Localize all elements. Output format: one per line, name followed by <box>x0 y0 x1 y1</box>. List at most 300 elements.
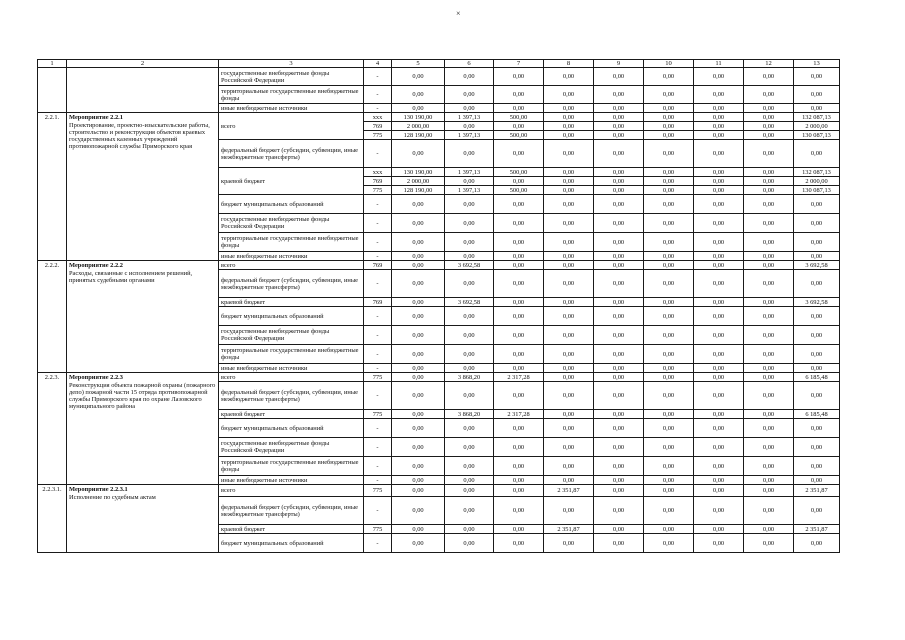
amount-cell: 0,00 <box>694 195 744 214</box>
budget-code: 775 <box>364 485 392 497</box>
column-number-header: 8 <box>544 60 594 68</box>
amount-cell: 0,00 <box>694 382 744 410</box>
amount-cell: 0,00 <box>644 270 694 298</box>
amount-cell: 0,00 <box>392 307 445 326</box>
funding-source: бюджет муниципальных образований <box>219 307 364 326</box>
amount-cell: 0,00 <box>644 497 694 525</box>
amount-cell: 0,00 <box>744 233 794 252</box>
amount-cell: 0,00 <box>744 252 794 261</box>
amount-cell: 0,00 <box>594 261 644 270</box>
amount-cell: 0,00 <box>544 457 594 476</box>
budget-code: - <box>364 364 392 373</box>
measure-number: 2.2.3.1. <box>38 485 67 553</box>
amount-cell: 0,00 <box>494 252 544 261</box>
amount-cell: 0,00 <box>694 261 744 270</box>
amount-cell: 0,00 <box>594 140 644 168</box>
amount-cell: 0,00 <box>794 307 840 326</box>
amount-cell: 0,00 <box>644 373 694 382</box>
amount-cell: 0,00 <box>594 457 644 476</box>
amount-cell: 0,00 <box>392 419 445 438</box>
amount-cell: 0,00 <box>694 113 744 122</box>
amount-cell: 0,00 <box>494 485 544 497</box>
amount-cell: 0,00 <box>644 86 694 104</box>
amount-cell: 2 351,87 <box>544 485 594 497</box>
amount-cell: 0,00 <box>644 252 694 261</box>
amount-cell: 0,00 <box>544 195 594 214</box>
measure-description <box>67 373 219 485</box>
amount-cell: 0,00 <box>644 326 694 345</box>
funding-source: бюджет муниципальных образований <box>219 419 364 438</box>
amount-cell: 2 000,00 <box>794 122 840 131</box>
amount-cell: 0,00 <box>494 104 544 113</box>
amount-cell: 0,00 <box>694 104 744 113</box>
amount-cell: 3 692,58 <box>794 261 840 270</box>
amount-cell: 3 692,58 <box>445 298 494 307</box>
amount-cell: 0,00 <box>694 68 744 86</box>
amount-cell: 0,00 <box>744 438 794 457</box>
amount-cell: 0,00 <box>694 419 744 438</box>
budget-code: - <box>364 438 392 457</box>
table-row <box>38 373 840 382</box>
amount-cell: 0,00 <box>544 233 594 252</box>
amount-cell: 0,00 <box>744 364 794 373</box>
amount-cell: 0,00 <box>392 497 445 525</box>
measure-description <box>67 68 219 113</box>
amount-cell: 0,00 <box>544 104 594 113</box>
amount-cell: 0,00 <box>744 307 794 326</box>
amount-cell: 0,00 <box>494 534 544 553</box>
amount-cell: 0,00 <box>644 177 694 186</box>
amount-cell: 0,00 <box>594 252 644 261</box>
amount-cell: 0,00 <box>744 373 794 382</box>
budget-code: 775 <box>364 410 392 419</box>
amount-cell: 0,00 <box>794 270 840 298</box>
amount-cell: 0,00 <box>694 534 744 553</box>
budget-code: - <box>364 476 392 485</box>
amount-cell: 0,00 <box>644 485 694 497</box>
amount-cell: 0,00 <box>392 438 445 457</box>
budget-code: - <box>364 497 392 525</box>
amount-cell: 0,00 <box>594 131 644 140</box>
amount-cell: 0,00 <box>544 364 594 373</box>
amount-cell: 0,00 <box>445 457 494 476</box>
amount-cell: 0,00 <box>594 485 644 497</box>
table-row <box>38 113 840 122</box>
amount-cell: 0,00 <box>694 345 744 364</box>
amount-cell: 0,00 <box>544 168 594 177</box>
budget-code: - <box>364 419 392 438</box>
amount-cell: 0,00 <box>544 373 594 382</box>
funding-source: всего <box>219 373 364 382</box>
amount-cell: 0,00 <box>644 122 694 131</box>
amount-cell: 0,00 <box>445 68 494 86</box>
amount-cell: 0,00 <box>744 113 794 122</box>
budget-code: - <box>364 382 392 410</box>
amount-cell: 0,00 <box>594 195 644 214</box>
amount-cell: 0,00 <box>445 252 494 261</box>
amount-cell: 0,00 <box>694 270 744 298</box>
amount-cell: 3 868,20 <box>445 410 494 419</box>
amount-cell: 130 087,13 <box>794 186 840 195</box>
amount-cell: 0,00 <box>544 68 594 86</box>
amount-cell: 0,00 <box>644 382 694 410</box>
amount-cell: 0,00 <box>744 270 794 298</box>
budget-code: - <box>364 534 392 553</box>
funding-source: иные внебюджетные источники <box>219 476 364 485</box>
amount-cell: 0,00 <box>644 364 694 373</box>
amount-cell: 0,00 <box>392 382 445 410</box>
budget-code: - <box>364 345 392 364</box>
amount-cell: 0,00 <box>644 298 694 307</box>
amount-cell: 0,00 <box>594 438 644 457</box>
amount-cell: 0,00 <box>392 476 445 485</box>
amount-cell: 0,00 <box>494 382 544 410</box>
amount-cell: 0,00 <box>494 86 544 104</box>
amount-cell: 0,00 <box>392 364 445 373</box>
amount-cell: 0,00 <box>392 140 445 168</box>
column-number-header: 13 <box>794 60 840 68</box>
table-row <box>38 68 840 86</box>
amount-cell: 0,00 <box>794 214 840 233</box>
amount-cell: 0,00 <box>544 476 594 485</box>
funding-source: всего <box>219 261 364 270</box>
column-number-header: 3 <box>219 60 364 68</box>
funding-source: всего <box>219 485 364 497</box>
amount-cell: 0,00 <box>544 113 594 122</box>
amount-cell: 0,00 <box>594 419 644 438</box>
amount-cell: 0,00 <box>644 233 694 252</box>
budget-code: ххх <box>364 113 392 122</box>
amount-cell: 0,00 <box>494 233 544 252</box>
amount-cell: 0,00 <box>694 410 744 419</box>
amount-cell: 0,00 <box>544 186 594 195</box>
column-number-header: 10 <box>644 60 694 68</box>
amount-cell: 1 397,13 <box>445 168 494 177</box>
amount-cell: 0,00 <box>445 140 494 168</box>
funding-source: федеральный бюджет (субсидии, субвенции, иные межбюджетные трансферты) <box>219 382 364 410</box>
page-mark: × <box>456 9 461 18</box>
amount-cell: 0,00 <box>392 104 445 113</box>
amount-cell: 500,00 <box>494 131 544 140</box>
amount-cell: 0,00 <box>694 525 744 534</box>
amount-cell: 0,00 <box>594 104 644 113</box>
amount-cell: 0,00 <box>594 86 644 104</box>
amount-cell: 0,00 <box>794 457 840 476</box>
budget-code: - <box>364 104 392 113</box>
column-number-header: 9 <box>594 60 644 68</box>
amount-cell: 0,00 <box>794 364 840 373</box>
amount-cell: 0,00 <box>594 382 644 410</box>
amount-cell: 0,00 <box>594 326 644 345</box>
funding-source: бюджет муниципальных образований <box>219 195 364 214</box>
amount-cell: 3 692,58 <box>794 298 840 307</box>
amount-cell: 0,00 <box>694 233 744 252</box>
amount-cell: 0,00 <box>694 364 744 373</box>
amount-cell: 1 397,13 <box>445 186 494 195</box>
amount-cell: 0,00 <box>744 326 794 345</box>
amount-cell: 0,00 <box>694 131 744 140</box>
measure-title: Мероприятие 2.2.1 <box>69 114 123 122</box>
funding-source: иные внебюджетные источники <box>219 104 364 113</box>
amount-cell: 0,00 <box>544 140 594 168</box>
amount-cell: 0,00 <box>594 122 644 131</box>
amount-cell: 0,00 <box>644 104 694 113</box>
amount-cell: 0,00 <box>744 534 794 553</box>
budget-code: - <box>364 252 392 261</box>
amount-cell: 0,00 <box>445 497 494 525</box>
column-number-header: 5 <box>392 60 445 68</box>
measure-subtitle: Исполнение по судебным актам <box>69 493 156 501</box>
amount-cell: 0,00 <box>544 270 594 298</box>
budget-code: - <box>364 307 392 326</box>
amount-cell: 0,00 <box>544 122 594 131</box>
amount-cell: 0,00 <box>494 364 544 373</box>
amount-cell: 0,00 <box>594 233 644 252</box>
amount-cell: 0,00 <box>694 177 744 186</box>
amount-cell: 0,00 <box>694 252 744 261</box>
amount-cell: 0,00 <box>445 419 494 438</box>
amount-cell: 0,00 <box>445 86 494 104</box>
amount-cell: 0,00 <box>744 104 794 113</box>
amount-cell: 0,00 <box>744 382 794 410</box>
amount-cell: 1 397,13 <box>445 131 494 140</box>
amount-cell: 0,00 <box>744 419 794 438</box>
amount-cell: 130 190,00 <box>392 113 445 122</box>
amount-cell: 0,00 <box>744 86 794 104</box>
table-row <box>38 485 840 497</box>
amount-cell: 0,00 <box>544 131 594 140</box>
budget-code: - <box>364 214 392 233</box>
amount-cell: 0,00 <box>644 345 694 364</box>
amount-cell: 0,00 <box>644 195 694 214</box>
amount-cell: 0,00 <box>594 298 644 307</box>
funding-source: федеральный бюджет (субсидии, субвенции, иные межбюджетные трансферты) <box>219 497 364 525</box>
amount-cell: 0,00 <box>744 177 794 186</box>
funding-source: территориальные государственные внебюджетные фонды <box>219 345 364 364</box>
amount-cell: 132 087,13 <box>794 168 840 177</box>
budget-code: - <box>364 86 392 104</box>
amount-cell: 0,00 <box>392 534 445 553</box>
budget-code: - <box>364 270 392 298</box>
amount-cell: 0,00 <box>794 252 840 261</box>
funding-source: территориальные государственные внебюджетные фонды <box>219 457 364 476</box>
amount-cell: 0,00 <box>694 298 744 307</box>
budget-code: - <box>364 195 392 214</box>
amount-cell: 0,00 <box>594 497 644 525</box>
amount-cell: 0,00 <box>494 270 544 298</box>
column-number-header: 1 <box>38 60 67 68</box>
amount-cell: 0,00 <box>392 270 445 298</box>
amount-cell: 0,00 <box>544 298 594 307</box>
amount-cell: 0,00 <box>594 410 644 419</box>
funding-source: территориальные государственные внебюджетные фонды <box>219 233 364 252</box>
table-body <box>38 60 840 553</box>
amount-cell: 0,00 <box>594 177 644 186</box>
amount-cell: 0,00 <box>392 326 445 345</box>
budget-code: - <box>364 457 392 476</box>
amount-cell: 130 087,13 <box>794 131 840 140</box>
measure-subtitle: Расходы, связанные с исполнением решений, принятых судебными органами <box>69 269 193 284</box>
amount-cell: 0,00 <box>794 345 840 364</box>
amount-cell: 0,00 <box>744 131 794 140</box>
column-number-header: 6 <box>445 60 494 68</box>
amount-cell: 0,00 <box>644 140 694 168</box>
amount-cell: 0,00 <box>494 497 544 525</box>
measure-subtitle: Проектирование, проектно-изыскательские работы, строительство и реконструкция объектов краевых государственных казенных учреждений противопожарной службы Приморского края <box>69 121 210 151</box>
amount-cell: 0,00 <box>594 270 644 298</box>
budget-code: 775 <box>364 525 392 534</box>
amount-cell: 0,00 <box>494 214 544 233</box>
amount-cell: 0,00 <box>544 86 594 104</box>
column-number-header: 4 <box>364 60 392 68</box>
column-number-header: 7 <box>494 60 544 68</box>
amount-cell: 0,00 <box>544 252 594 261</box>
funding-source: государственные внебюджетные фонды Российской Федерации <box>219 214 364 233</box>
funding-source: иные внебюджетные источники <box>219 252 364 261</box>
amount-cell: 0,00 <box>494 122 544 131</box>
amount-cell: 0,00 <box>594 373 644 382</box>
amount-cell: 2 000,00 <box>392 177 445 186</box>
funding-source: государственные внебюджетные фонды Российской Федерации <box>219 68 364 86</box>
amount-cell: 0,00 <box>794 233 840 252</box>
budget-code: 769 <box>364 122 392 131</box>
measure-title: Мероприятие 2.2.2 <box>69 262 123 270</box>
amount-cell: 0,00 <box>544 419 594 438</box>
amount-cell: 0,00 <box>644 410 694 419</box>
amount-cell: 0,00 <box>744 122 794 131</box>
amount-cell: 0,00 <box>445 485 494 497</box>
measure-description <box>67 113 219 261</box>
measure-description <box>67 485 219 553</box>
amount-cell: 0,00 <box>744 457 794 476</box>
amount-cell: 0,00 <box>594 214 644 233</box>
amount-cell: 0,00 <box>644 113 694 122</box>
amount-cell: 0,00 <box>744 68 794 86</box>
funding-source: государственные внебюджетные фонды Российской Федерации <box>219 326 364 345</box>
amount-cell: 0,00 <box>794 68 840 86</box>
budget-code: - <box>364 68 392 86</box>
table-header-row <box>38 60 840 68</box>
amount-cell: 0,00 <box>445 525 494 534</box>
amount-cell: 0,00 <box>494 261 544 270</box>
amount-cell: 0,00 <box>694 476 744 485</box>
funding-source: всего <box>219 113 364 140</box>
budget-code: - <box>364 140 392 168</box>
amount-cell: 0,00 <box>744 497 794 525</box>
amount-cell: 0,00 <box>644 214 694 233</box>
amount-cell: 500,00 <box>494 168 544 177</box>
amount-cell: 0,00 <box>694 457 744 476</box>
amount-cell: 0,00 <box>594 68 644 86</box>
amount-cell: 0,00 <box>544 534 594 553</box>
funding-source: бюджет муниципальных образований <box>219 534 364 553</box>
budget-code: - <box>364 233 392 252</box>
funding-source: краевой бюджет <box>219 168 364 195</box>
amount-cell: 3 692,58 <box>445 261 494 270</box>
amount-cell: 0,00 <box>392 485 445 497</box>
measure-subtitle: Реконструкция объекта пожарной охраны (пожарного депо) пожарной части 15 отряда противопожарной службы Приморского края по охране Лазовского муниципального района <box>69 381 216 411</box>
amount-cell: 0,00 <box>594 113 644 122</box>
amount-cell: 0,00 <box>392 214 445 233</box>
column-number-header: 11 <box>694 60 744 68</box>
amount-cell: 0,00 <box>594 476 644 485</box>
funding-source: краевой бюджет <box>219 410 364 419</box>
amount-cell: 2 351,87 <box>794 525 840 534</box>
measure-number <box>38 68 67 113</box>
amount-cell: 0,00 <box>445 382 494 410</box>
amount-cell: 0,00 <box>594 525 644 534</box>
amount-cell: 0,00 <box>744 345 794 364</box>
amount-cell: 0,00 <box>494 140 544 168</box>
amount-cell: 0,00 <box>744 476 794 485</box>
amount-cell: 3 868,20 <box>445 373 494 382</box>
amount-cell: 500,00 <box>494 186 544 195</box>
amount-cell: 0,00 <box>594 345 644 364</box>
amount-cell: 0,00 <box>644 168 694 177</box>
amount-cell: 0,00 <box>445 195 494 214</box>
table-row <box>38 261 840 270</box>
amount-cell: 0,00 <box>445 214 494 233</box>
budget-code: 775 <box>364 186 392 195</box>
budget-code: 769 <box>364 261 392 270</box>
amount-cell: 0,00 <box>494 68 544 86</box>
amount-cell: 128 190,00 <box>392 186 445 195</box>
amount-cell: 0,00 <box>644 186 694 195</box>
measure-number: 2.2.1. <box>38 113 67 261</box>
amount-cell: 0,00 <box>445 345 494 364</box>
amount-cell: 0,00 <box>392 261 445 270</box>
amount-cell: 130 190,00 <box>392 168 445 177</box>
amount-cell: 0,00 <box>794 476 840 485</box>
amount-cell: 0,00 <box>644 261 694 270</box>
amount-cell: 128 190,00 <box>392 131 445 140</box>
amount-cell: 0,00 <box>445 177 494 186</box>
amount-cell: 0,00 <box>744 525 794 534</box>
amount-cell: 0,00 <box>392 252 445 261</box>
amount-cell: 500,00 <box>494 113 544 122</box>
amount-cell: 0,00 <box>694 485 744 497</box>
amount-cell: 0,00 <box>644 534 694 553</box>
amount-cell: 0,00 <box>694 122 744 131</box>
amount-cell: 0,00 <box>644 457 694 476</box>
amount-cell: 0,00 <box>494 419 544 438</box>
amount-cell: 0,00 <box>694 86 744 104</box>
column-number-header: 2 <box>67 60 219 68</box>
amount-cell: 0,00 <box>392 373 445 382</box>
amount-cell: 0,00 <box>392 345 445 364</box>
measure-number: 2.2.2. <box>38 261 67 373</box>
amount-cell: 0,00 <box>744 186 794 195</box>
amount-cell: 0,00 <box>445 233 494 252</box>
amount-cell: 0,00 <box>494 476 544 485</box>
amount-cell: 132 087,13 <box>794 113 840 122</box>
amount-cell: 0,00 <box>794 438 840 457</box>
amount-cell: 0,00 <box>644 438 694 457</box>
amount-cell: 0,00 <box>544 497 594 525</box>
amount-cell: 2 351,87 <box>544 525 594 534</box>
amount-cell: 2 000,00 <box>392 122 445 131</box>
column-number-header: 12 <box>744 60 794 68</box>
amount-cell: 0,00 <box>445 270 494 298</box>
amount-cell: 0,00 <box>494 307 544 326</box>
amount-cell: 0,00 <box>594 534 644 553</box>
amount-cell: 0,00 <box>544 214 594 233</box>
amount-cell: 0,00 <box>644 131 694 140</box>
amount-cell: 0,00 <box>392 457 445 476</box>
amount-cell: 0,00 <box>794 497 840 525</box>
amount-cell: 0,00 <box>794 326 840 345</box>
amount-cell: 0,00 <box>794 140 840 168</box>
